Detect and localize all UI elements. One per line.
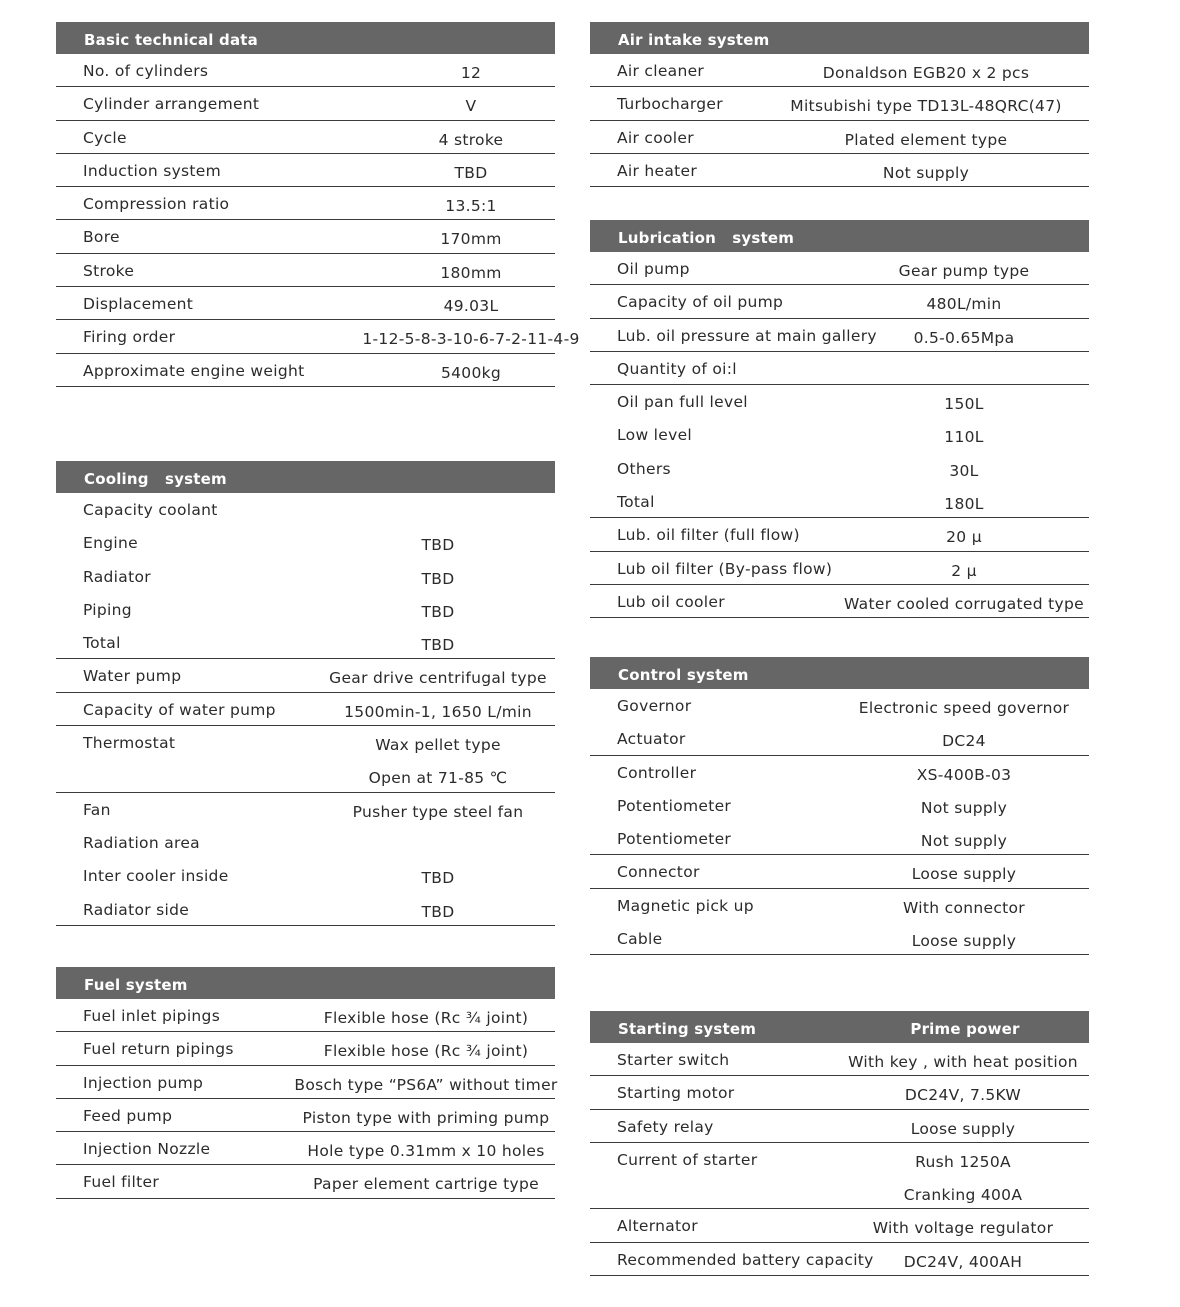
row-label: Fan xyxy=(83,800,111,819)
row-label: Injection pump xyxy=(83,1073,204,1092)
row-label: Capacity coolant xyxy=(83,501,218,519)
row-value: Cranking 400A xyxy=(903,1186,1023,1205)
row-label: Turbocharger xyxy=(617,95,723,114)
lubrication-row xyxy=(590,352,1089,385)
row-value: Pusher type steel fan xyxy=(352,802,524,821)
lubrication-row xyxy=(590,485,1089,518)
row-value: With voltage regulator xyxy=(872,1219,1054,1238)
row-label: Radiator side xyxy=(83,900,190,919)
row-label: Bore xyxy=(83,228,120,247)
starting-row xyxy=(590,1043,1089,1076)
row-label: Governor xyxy=(617,697,692,715)
basic-row xyxy=(56,154,555,187)
cooling-system-header: Cooling system xyxy=(56,461,555,493)
fuel-row xyxy=(56,1032,555,1065)
row-value: DC24V, 400AH xyxy=(903,1252,1023,1271)
row-label: Quantity of oi:l xyxy=(617,359,737,378)
control-system-section xyxy=(590,657,1089,955)
row-value: TBD xyxy=(421,536,455,555)
row-label: Capacity of water pump xyxy=(83,700,276,719)
cooling-system-section xyxy=(56,461,555,926)
row-value: Flexible hose (Rc ¾ joint) xyxy=(323,1009,529,1027)
row-value: With key , with heat position xyxy=(848,1053,1078,1071)
basic-row xyxy=(56,287,555,320)
control-row xyxy=(590,889,1089,922)
row-value: 480L/min xyxy=(926,295,1002,314)
starting-system-header xyxy=(590,1011,1089,1043)
row-label: Lub. oil filter (full flow) xyxy=(617,526,800,545)
row-value: 150L xyxy=(944,395,984,414)
lubrication-row xyxy=(590,452,1089,485)
row-value: Open at 71-85 ℃ xyxy=(368,769,508,788)
row-label: Radiator xyxy=(83,567,151,586)
fuel-row xyxy=(56,1066,558,1099)
lubrication-row xyxy=(590,518,1089,551)
cooling-row xyxy=(56,726,555,759)
air-intake-system-section xyxy=(590,22,1089,187)
lubrication-system-section xyxy=(590,220,1089,618)
row-label: Actuator xyxy=(617,730,686,749)
cooling-row xyxy=(56,659,555,692)
row-label: Low level xyxy=(617,426,693,445)
row-value: 170mm xyxy=(440,230,502,249)
row-value: XS-400B-03 xyxy=(916,765,1012,784)
row-value: 0.5-0.65Mpa xyxy=(913,328,1015,347)
cooling-row xyxy=(56,693,555,726)
row-label: Capacity of oil pump xyxy=(617,293,784,312)
row-label: Approximate engine weight xyxy=(83,361,305,380)
row-value: Not supply xyxy=(882,163,970,182)
row-value: 12 xyxy=(460,64,482,82)
lubrication-row xyxy=(590,285,1089,318)
lubrication-row xyxy=(590,319,1089,352)
basic-row xyxy=(56,121,555,154)
row-label: Lub oil cooler xyxy=(617,592,725,611)
row-label: Air cleaner xyxy=(617,62,705,80)
control-row xyxy=(590,822,1089,855)
cooling-row xyxy=(56,560,555,593)
starting-row xyxy=(590,1243,1089,1276)
air-row xyxy=(590,154,1089,187)
basic-row xyxy=(56,187,555,220)
basic-row xyxy=(56,220,555,253)
row-value: 5400kg xyxy=(440,363,502,382)
starting-row xyxy=(590,1143,1089,1176)
cooling-row xyxy=(56,893,555,926)
fuel-system-header: Fuel system xyxy=(56,967,555,999)
row-label: Controller xyxy=(617,763,697,782)
control-row xyxy=(590,756,1089,789)
row-label: Lub oil filter (By-pass flow) xyxy=(617,559,833,578)
cooling-row xyxy=(56,826,555,859)
row-value: Not supply xyxy=(920,798,1008,817)
row-value: 20 μ xyxy=(946,528,982,547)
row-label: Piping xyxy=(83,600,132,619)
row-value: Electronic speed governor xyxy=(858,699,1070,717)
air-row xyxy=(590,54,1089,87)
control-system-header: Control system xyxy=(590,657,1089,689)
row-label: Engine xyxy=(83,534,138,553)
row-label: Potentiometer xyxy=(617,796,732,815)
cooling-row xyxy=(56,593,555,626)
row-value: 49.03L xyxy=(443,297,499,316)
row-value: V xyxy=(465,97,477,116)
lubrication-system-header: Lubrication system xyxy=(590,220,1089,252)
row-label: Water pump xyxy=(83,667,182,686)
row-value: With connector xyxy=(903,898,1025,917)
row-label: Total xyxy=(83,634,121,653)
lubrication-row xyxy=(590,252,1089,285)
row-label: Cycle xyxy=(83,128,127,147)
row-label: Feed pump xyxy=(83,1106,173,1125)
row-label: Starting motor xyxy=(617,1084,735,1103)
row-value: Loose supply xyxy=(910,1119,1016,1138)
basic-technical-data-section xyxy=(56,22,580,387)
row-label: Injection Nozzle xyxy=(83,1140,211,1159)
fuel-system-section xyxy=(56,967,558,1199)
row-value: TBD xyxy=(454,163,488,182)
row-value: TBD xyxy=(421,902,455,921)
row-label: Total xyxy=(617,493,655,512)
row-label: Displacement xyxy=(83,295,194,314)
row-label: Safety relay xyxy=(617,1117,714,1136)
row-label: No. of cylinders xyxy=(83,62,209,80)
row-label: Oil pan full level xyxy=(617,393,748,412)
cooling-row xyxy=(56,859,555,892)
starting-system-title: Starting system xyxy=(618,1020,757,1038)
row-label: Others xyxy=(617,459,671,478)
air-row xyxy=(590,121,1089,154)
row-value: Rush 1250A xyxy=(915,1152,1011,1171)
row-value: TBD xyxy=(421,869,455,888)
control-row xyxy=(590,722,1089,755)
row-value: Wax pellet type xyxy=(375,736,501,755)
row-value: Mitsubishi type TD13L-48QRC(47) xyxy=(790,97,1062,116)
row-label: Recommended battery capacity xyxy=(617,1250,874,1269)
row-value: 30L xyxy=(949,461,979,480)
fuel-row xyxy=(56,999,555,1032)
row-label: Induction system xyxy=(83,161,222,180)
cooling-row xyxy=(56,493,555,526)
row-label: Air heater xyxy=(617,161,698,180)
row-value: 180mm xyxy=(440,263,502,282)
control-row xyxy=(590,922,1089,955)
row-value: 13.5:1 xyxy=(445,197,497,216)
starting-row xyxy=(590,1110,1089,1143)
row-value: Donaldson EGB20 x 2 pcs xyxy=(822,64,1030,82)
cooling-row xyxy=(56,759,555,792)
row-label: Compression ratio xyxy=(83,195,230,214)
control-row xyxy=(590,689,1089,722)
row-value: Gear drive centrifugal type xyxy=(329,669,547,688)
air-row xyxy=(590,87,1089,120)
row-label: Starter switch xyxy=(617,1051,730,1069)
basic-row xyxy=(56,320,580,353)
basic-row xyxy=(56,87,555,120)
row-label: Fuel inlet pipings xyxy=(83,1007,221,1025)
control-row xyxy=(590,789,1089,822)
row-label: Thermostat xyxy=(83,734,176,753)
row-value: Piston type with priming pump xyxy=(302,1108,550,1127)
starting-row xyxy=(590,1176,1089,1209)
row-label: Stroke xyxy=(83,261,135,280)
row-label: Connector xyxy=(617,863,700,882)
row-value: TBD xyxy=(421,636,455,655)
basic-row xyxy=(56,254,555,287)
row-value: Not supply xyxy=(920,832,1008,851)
cooling-row xyxy=(56,793,555,826)
basic-row xyxy=(56,354,555,387)
row-label: Oil pump xyxy=(617,260,690,278)
row-value: 110L xyxy=(944,428,984,447)
row-value: Paper element cartrige type xyxy=(313,1175,539,1194)
basic-row xyxy=(56,54,555,87)
row-label: Magnetic pick up xyxy=(617,896,754,915)
row-label: Fuel filter xyxy=(83,1173,160,1192)
row-value: Flexible hose (Rc ¾ joint) xyxy=(323,1042,529,1061)
lubrication-row xyxy=(590,385,1089,418)
row-label: Fuel return pipings xyxy=(83,1040,234,1059)
row-value: Water cooled corrugated type xyxy=(844,594,1084,613)
cooling-row xyxy=(56,526,555,559)
row-value: Loose supply xyxy=(911,932,1017,951)
prime-power-label: Prime power xyxy=(910,1020,1020,1038)
cooling-row xyxy=(56,626,555,659)
row-value: Gear pump type xyxy=(898,262,1030,280)
row-label: Lub. oil pressure at main gallery xyxy=(617,326,877,345)
basic-technical-data-header: Basic technical data xyxy=(56,22,555,54)
row-value: 4 stroke xyxy=(438,130,504,149)
row-label: Alternator xyxy=(617,1217,698,1236)
starting-system-section xyxy=(590,1011,1089,1276)
row-value: DC24 xyxy=(942,732,986,751)
row-value: Bosch type “PS6A” without timer xyxy=(294,1075,558,1094)
row-label: Inter cooler inside xyxy=(83,867,229,886)
row-value: TBD xyxy=(421,569,455,588)
starting-row xyxy=(590,1076,1089,1109)
fuel-row xyxy=(56,1099,555,1132)
fuel-row xyxy=(56,1132,555,1165)
row-value: 1500min-1, 1650 L/min xyxy=(344,702,532,721)
row-value: TBD xyxy=(421,602,455,621)
starting-row xyxy=(590,1209,1089,1242)
row-value: DC24V, 7.5KW xyxy=(904,1086,1022,1105)
row-value: Plated element type xyxy=(844,130,1008,149)
row-label: Cable xyxy=(617,930,663,949)
row-value: Hole type 0.31mm x 10 holes xyxy=(307,1142,545,1161)
lubrication-row xyxy=(590,585,1089,618)
lubrication-row xyxy=(590,552,1089,585)
fuel-row xyxy=(56,1165,555,1198)
row-label: Potentiometer xyxy=(617,830,732,849)
row-value: 2 μ xyxy=(951,561,977,580)
control-row xyxy=(590,855,1089,888)
row-label: Radiation area xyxy=(83,833,200,852)
row-value: 180L xyxy=(944,495,984,514)
row-label: Cylinder arrangement xyxy=(83,95,260,114)
lubrication-row xyxy=(590,418,1089,451)
row-label: Current of starter xyxy=(617,1150,758,1169)
row-label: Air cooler xyxy=(617,128,694,147)
air-intake-system-header: Air intake system xyxy=(590,22,1089,54)
row-label: Firing order xyxy=(83,328,176,347)
row-value: Loose supply xyxy=(911,865,1017,884)
row-value: 1-12-5-8-3-10-6-7-2-11-4-9 xyxy=(362,330,580,349)
